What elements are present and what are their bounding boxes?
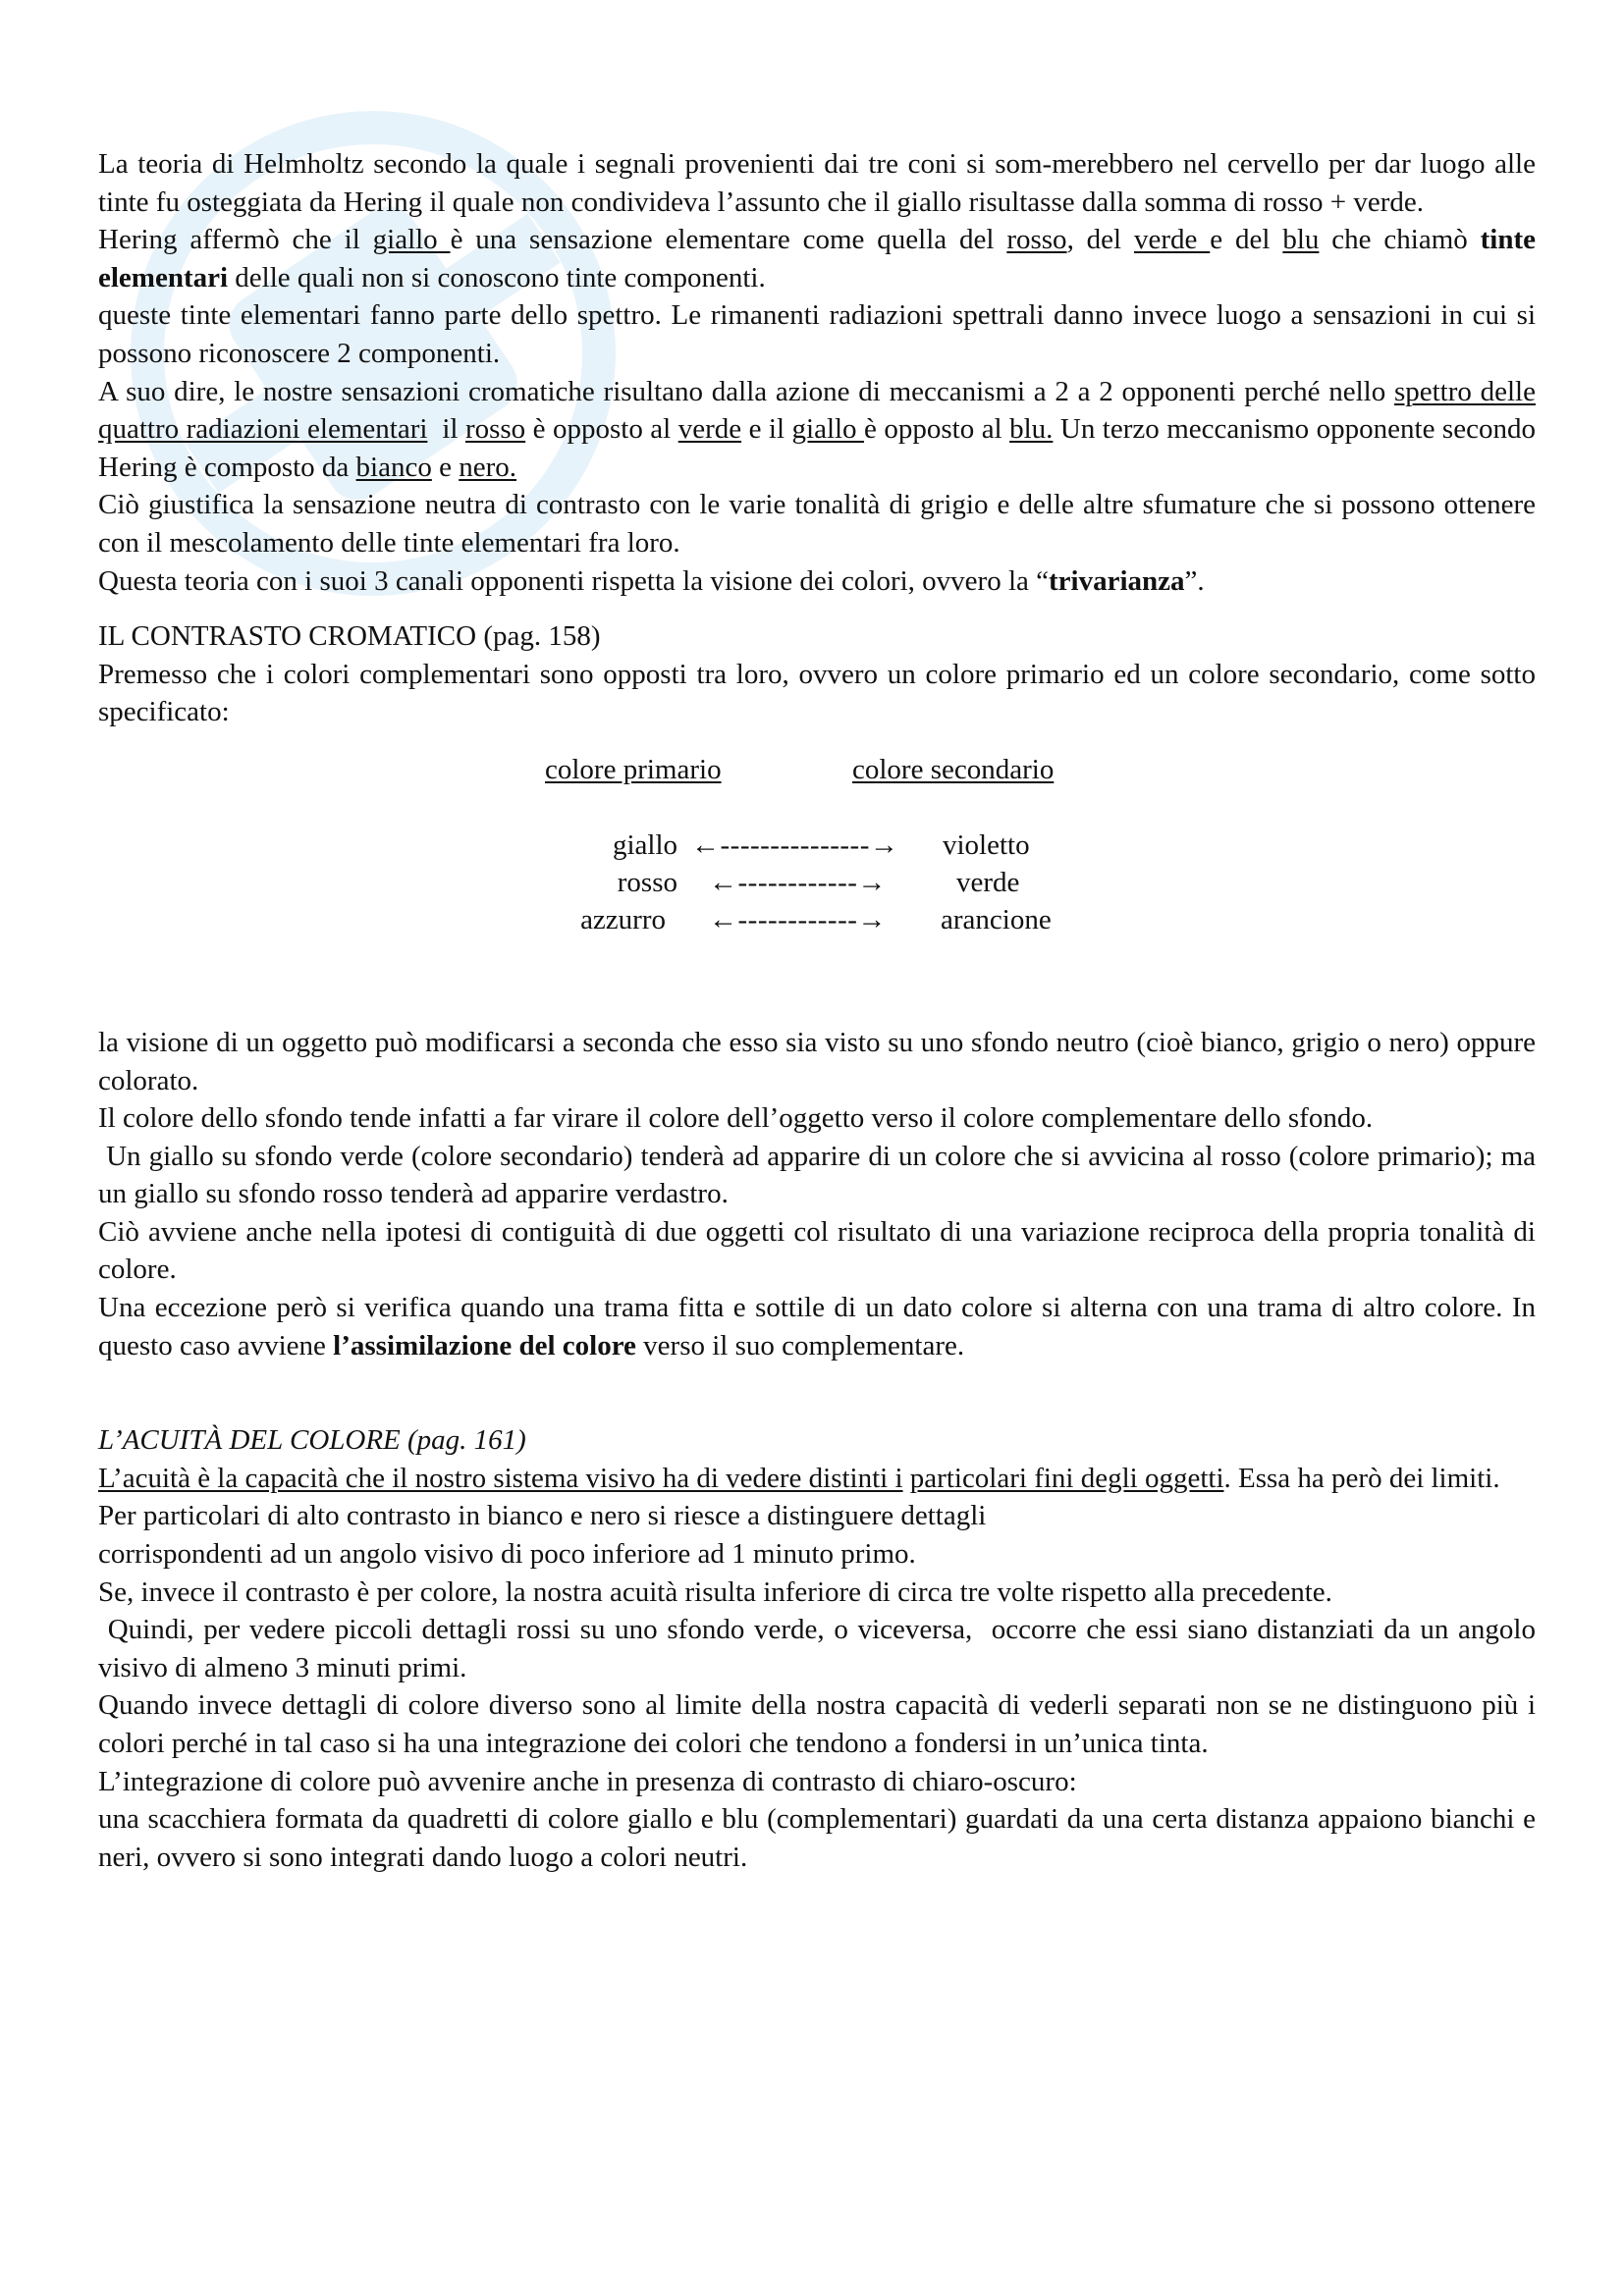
table-row (98, 901, 1536, 938)
paragraph-neutral: Ciò giustifica la sensazione neutra di contrasto con le varie tonalità di grigio e delle altre sfumature che si possono ottenere con il mescolamento delle tinte elementari fra loro. (98, 489, 1536, 559)
complementary-colors-table (98, 751, 1536, 996)
secondary-color: verde (956, 866, 1020, 898)
double-arrow-icon: ←---------------→ (691, 828, 899, 861)
section-heading-contrasto: IL CONTRASTO CROMATICO (pag. 158) (98, 620, 601, 653)
paragraph-opponents: A suo dire, le nostre sensazioni cromatiche risultano dalla azione di meccanismi a 2 a 2 opponenti perché nello spettro delle quattro radiazioni elementari il rosso è opposto al verde e il giallo è opposto al blu. Un terzo meccanismo opponente secondo Hering è composto da bianco e nero. (98, 375, 1536, 483)
table-row (98, 864, 1536, 901)
paragraph-colore-contrasto: Se, invece il contrasto è per colore, la nostra acuità risulta inferiore di circa tre volte rispetto alla precedente. (98, 1575, 1332, 1608)
paragraph-premesso: Premesso che i colori complementari sono opposti tra loro, ovvero un colore primario ed un colore secondario, come sotto specificato: (98, 658, 1536, 728)
paragraph-contiguita: Ciò avviene anche nella ipotesi di contiguità di due oggetti col risultato di una variazione reciproca della propria tonalità di colore. (98, 1215, 1536, 1286)
secondary-color: violetto (943, 828, 1030, 861)
table-row (98, 827, 1536, 864)
secondary-color: arancione (941, 903, 1052, 935)
header-primary: colore primario (545, 753, 722, 785)
section-heading-acuita: L’ACUITÀ DEL COLORE (pag. 161) (98, 1424, 526, 1457)
paragraph-angolo: corrispondenti ad un angolo visivo di poco inferiore ad 1 minuto primo. (98, 1538, 916, 1571)
paragraph-eccezione: Una eccezione però si verifica quando una trama fitta e sottile di un dato colore si alterna con una trama di altro colore. In questo caso avviene l’assimilazione del colore verso il suo complementare. (98, 1292, 1536, 1362)
primary-color: giallo (612, 828, 677, 861)
paragraph-scacchiera: una scacchiera formata da quadretti di colore giallo e blu (complementari) guardati da una certa distanza appaiono bianchi e neri, ovvero si sono integrati dando luogo a colori neutri. (98, 1803, 1536, 1873)
paragraph-giallo: Un giallo su sfondo verde (colore secondario) tenderà ad apparire di un colore che si avvicina al rosso (colore primario); ma un giallo su sfondo rosso tenderà ad apparire verdastro. (98, 1140, 1543, 1210)
paragraph-spectrum: queste tinte elementari fanno parte dello spettro. Le rimanenti radiazioni spettrali danno invece luogo a sensazioni in cui si possono riconoscere 2 componenti. (98, 299, 1536, 369)
primary-color: rosso (617, 866, 677, 898)
paragraph-quindi: Quindi, per vedere piccoli dettagli rossi su uno sfondo verde, o viceversa, occorre che essi siano distanziati da un angolo visivo di almeno 3 minuti primi. (98, 1614, 1543, 1683)
double-arrow-icon: ←------------→ (709, 866, 887, 898)
paragraph-integrazione: L’integrazione di colore può avvenire anche in presenza di contrasto di chiaro-oscuro: (98, 1765, 1077, 1797)
paragraph-alto-contrasto: Per particolari di alto contrasto in bianco e nero si riesce a distinguere dettagli (98, 1500, 987, 1532)
paragraph-trivarianza: Questa teoria con i suoi 3 canali opponenti rispetta la visione dei colori, ovvero la “trivarianza”. (98, 564, 1205, 597)
header-secondary: colore secondario (852, 753, 1055, 785)
double-arrow-icon: ←------------→ (709, 903, 887, 935)
paragraph-sfondo: Il colore dello sfondo tende infatti a far virare il colore dell’oggetto verso il colore complementare dello sfondo. (98, 1102, 1374, 1135)
paragraph-hering: Hering affermò che il giallo è una sensazione elementare come quella del rosso, del verde e del blu che chiamò tinte elementari delle quali non si conoscono tinte componenti. (98, 224, 1537, 294)
primary-color: azzurro (580, 903, 666, 935)
paragraph-visione: la visione di un oggetto può modificarsi a seconda che esso sia visto su uno sfondo neutro (cioè bianco, grigio o nero) oppure colorato. (98, 1026, 1536, 1096)
paragraph-limite: Quando invece dettagli di colore diverso sono al limite della nostra capacità di vederli separati non se ne distinguono più i colori perché in tal caso si ha una integrazione dei colori che tendono a fondersi in un’unica tinta. (98, 1689, 1536, 1759)
paragraph-helmholtz: La teoria di Helmholtz secondo la quale i segnali provenienti dai tre coni si som-merebbero nel cervello per dar luogo alle tinte fu osteggiata da Hering il quale non condivideva l’assunto che il giallo risultasse dalla somma di rosso + verde. (98, 148, 1536, 218)
document-body (98, 145, 1543, 1876)
paragraph-acuita: L’acuità è la capacità che il nostro sistema visivo ha di vedere distinti i particolari fini degli oggetti. Essa ha però dei limiti. (98, 1462, 1500, 1494)
